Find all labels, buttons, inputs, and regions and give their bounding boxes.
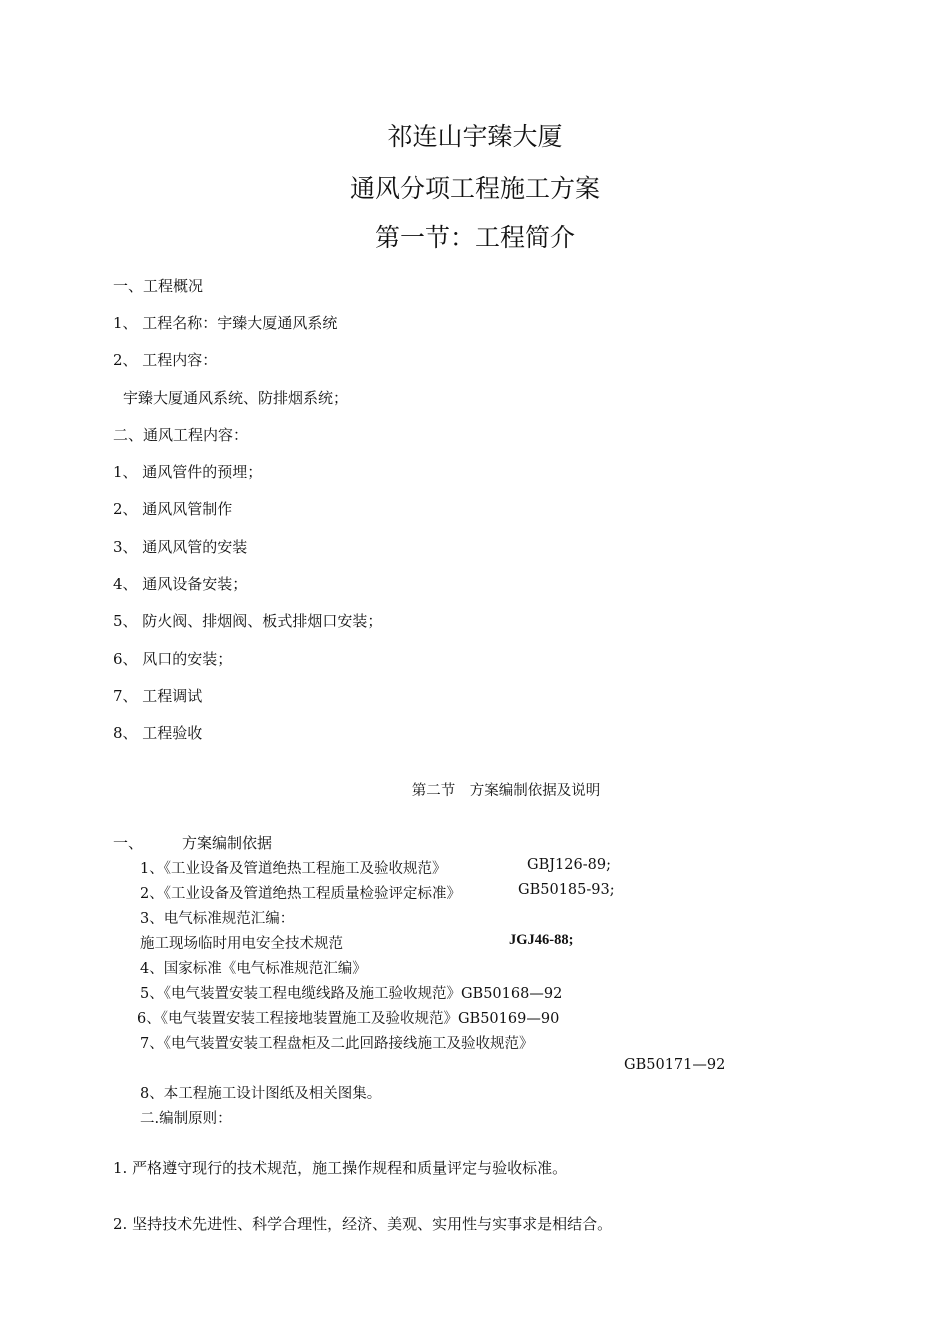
basis-item: 7、《电气装置安装工程盘柜及二此回路接线施工及验收规范》 <box>140 1036 534 1052</box>
basis-item: 3、电气标准规范汇编： <box>140 911 295 927</box>
list-item: 5、 防火阀、排烟阀、板式排烟口安装； <box>113 612 383 630</box>
principle-item: 1. 严格遵守现行的技术规范，施工操作规程和质量评定与验收标准。 <box>113 1159 568 1177</box>
principles-heading: 二.编制原则： <box>140 1111 232 1127</box>
list-item: 3、 通风风管的安装 <box>113 538 248 556</box>
basis-item: 5、《电气装置安装工程电缆线路及施工验收规范》GB50168—92 <box>140 986 563 1002</box>
overview-item: 1、 工程名称：宇臻大厦通风系统 <box>113 314 338 332</box>
basis-item-code: GBJ126-89; <box>527 857 611 873</box>
basis-subitem: 施工现场临时用电安全技术规范 <box>140 936 343 952</box>
basis-item: 1、《工业设备及管道绝热工程施工及验收规范》 <box>140 861 447 877</box>
ventilation-heading: 二、通风工程内容： <box>113 426 249 444</box>
basis-number: 一、 <box>113 834 144 852</box>
basis-item: 4、国家标准《电气标准规范汇编》 <box>140 961 367 977</box>
overview-item: 2、 工程内容： <box>113 351 218 369</box>
overview-heading: 一、工程概况 <box>113 277 204 295</box>
document-subtitle: 通风分项工程施工方案 <box>349 174 600 203</box>
overview-item-detail: 宇臻大厦通风系统、防排烟系统； <box>123 389 349 407</box>
basis-item: 8、本工程施工设计图纸及相关图集。 <box>140 1086 382 1102</box>
list-item: 4、 通风设备安装； <box>113 575 248 593</box>
basis-item: 6、《电气装置安装工程接地装置施工及验收规范》GB50169—90 <box>137 1011 560 1027</box>
list-item: 1、 通风管件的预埋； <box>113 463 263 481</box>
list-item: 7、 工程调试 <box>113 687 203 705</box>
section1-heading: 第一节：工程简介 <box>374 223 575 252</box>
basis-heading: 方案编制依据 <box>182 834 273 852</box>
principle-item: 2. 坚持技术先进性、科学合理性，经济、美观、实用性与实事求是相结合。 <box>113 1215 613 1233</box>
list-item: 6、 风口的安装； <box>113 650 233 668</box>
list-item: 8、 工程验收 <box>113 724 203 742</box>
section2-heading: 第二节 方案编制依据及说明 <box>411 783 601 799</box>
basis-item-code: JGJ46-88; <box>509 932 574 948</box>
basis-item-code: GB50185-93; <box>518 882 615 898</box>
basis-item-code: GB50171—92 <box>624 1057 726 1073</box>
document-title: 祁连山宇臻大厦 <box>387 122 563 151</box>
basis-item: 2、《工业设备及管道绝热工程质量检验评定标准》 <box>140 886 461 902</box>
list-item: 2、 通风风管制作 <box>113 500 233 518</box>
